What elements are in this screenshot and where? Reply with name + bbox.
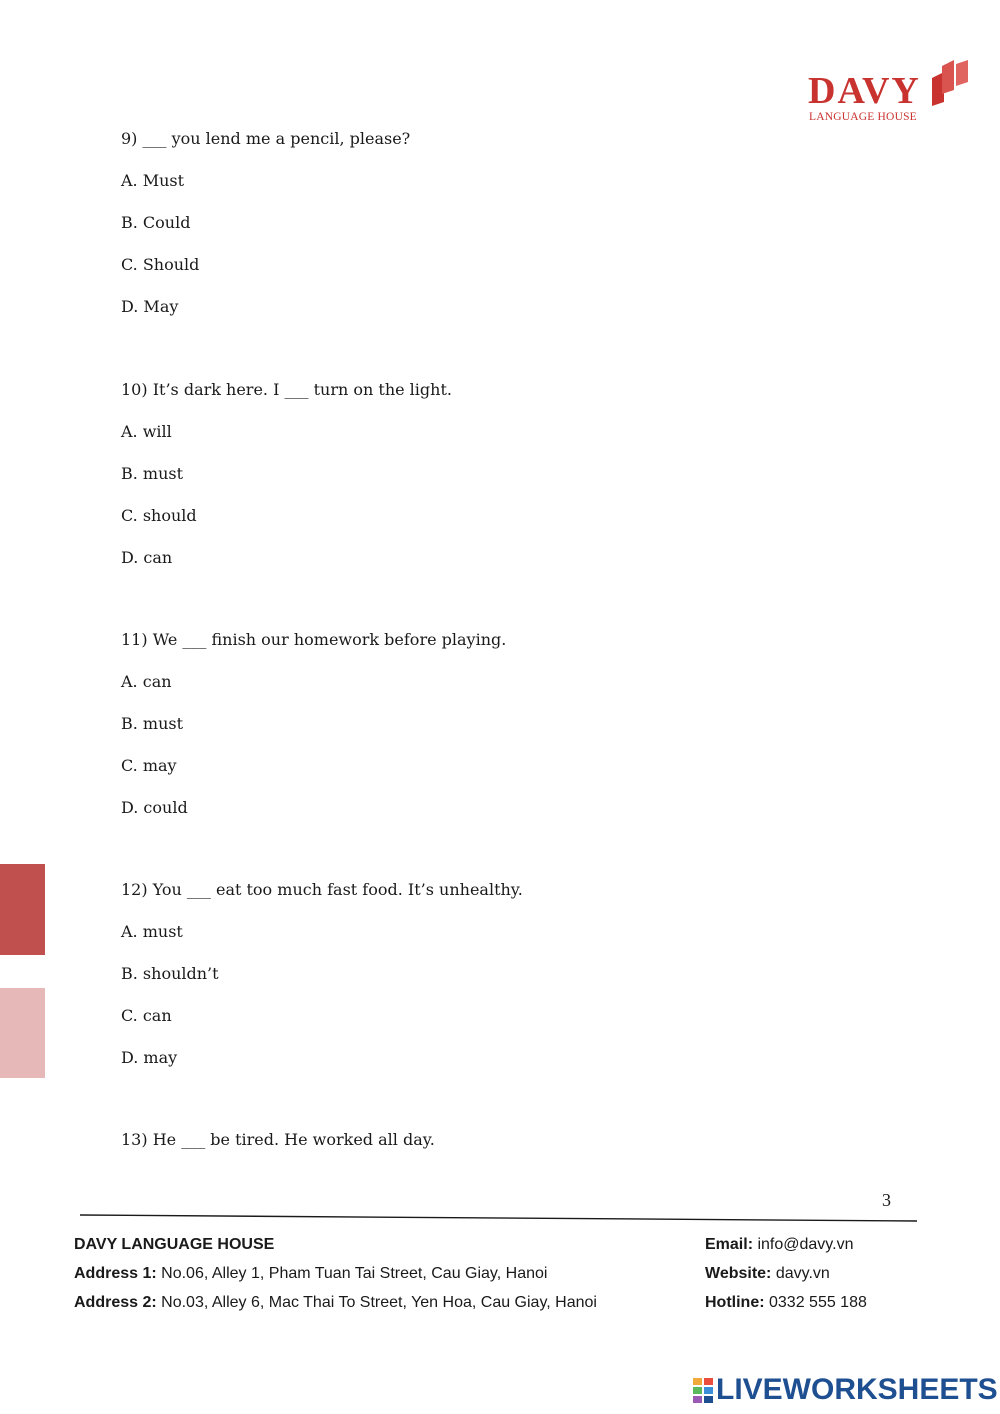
option-d: D. may [121, 1048, 178, 1067]
address-2-value: No.03, Alley 6, Mac Thai To Street, Yen Hoa, Cau Giay, Hanoi [161, 1294, 597, 1311]
email-value: info@davy.vn [757, 1236, 854, 1253]
footer-address-2 [74, 1293, 597, 1313]
website-label: Website: [705, 1265, 772, 1282]
website-value: davy.vn [775, 1265, 830, 1282]
logo-brand: DAVY [808, 70, 921, 112]
option-a: A. will [121, 422, 172, 441]
hotline-label: Hotline: [705, 1294, 765, 1311]
flag-icon [930, 56, 976, 108]
address-1-value: No.06, Alley 1, Pham Tuan Tai Street, Cau Giay, Hanoi [161, 1265, 548, 1282]
question-text: 12) You ___ eat too much fast food. It’s unhealthy. [121, 880, 523, 899]
option-d: D. May [121, 297, 179, 316]
side-bar-dark [0, 864, 45, 955]
option-d: D. can [121, 548, 173, 567]
footer-company: DAVY LANGUAGE HOUSE [74, 1236, 275, 1253]
hotline-value: 0332 555 188 [769, 1294, 867, 1311]
question-text: 11) We ___ finish our homework before playing. [121, 630, 507, 649]
footer-hotline [705, 1293, 867, 1313]
option-c: C. can [121, 1006, 172, 1025]
option-a: A. can [121, 672, 172, 691]
address-2-label: Address 2: [74, 1294, 157, 1311]
option-c: C. Should [121, 255, 200, 274]
footer-address-1 [74, 1264, 547, 1284]
question-text: 9) ___ you lend me a pencil, please? [121, 129, 411, 148]
page-number: 3 [882, 1190, 891, 1210]
option-c: C. should [121, 506, 197, 525]
question-text: 10) It’s dark here. I ___ turn on the light. [121, 380, 452, 399]
email-label: Email: [705, 1236, 754, 1253]
liveworksheets-watermark [692, 1372, 998, 1408]
option-b: B. must [121, 714, 184, 733]
logo-subtitle: LANGUAGE HOUSE [809, 111, 917, 123]
option-d: D. could [121, 798, 188, 817]
option-a: A. Must [121, 171, 185, 190]
question-text: 13) He ___ be tired. He worked all day. [121, 1130, 435, 1149]
side-bar-light [0, 988, 45, 1078]
footer-email [705, 1235, 853, 1255]
option-b: B. shouldn’t [121, 964, 219, 983]
option-c: C. may [121, 756, 177, 775]
option-b: B. Could [121, 213, 191, 232]
option-a: A. must [121, 922, 183, 941]
liveworksheets-logo-icon [692, 1376, 714, 1404]
davy-logo [806, 56, 976, 126]
address-1-label: Address 1: [74, 1265, 157, 1282]
footer-website [705, 1264, 830, 1284]
liveworksheets-text: LIVEWORKSHEETS [716, 1373, 998, 1406]
option-b: B. must [121, 464, 184, 483]
